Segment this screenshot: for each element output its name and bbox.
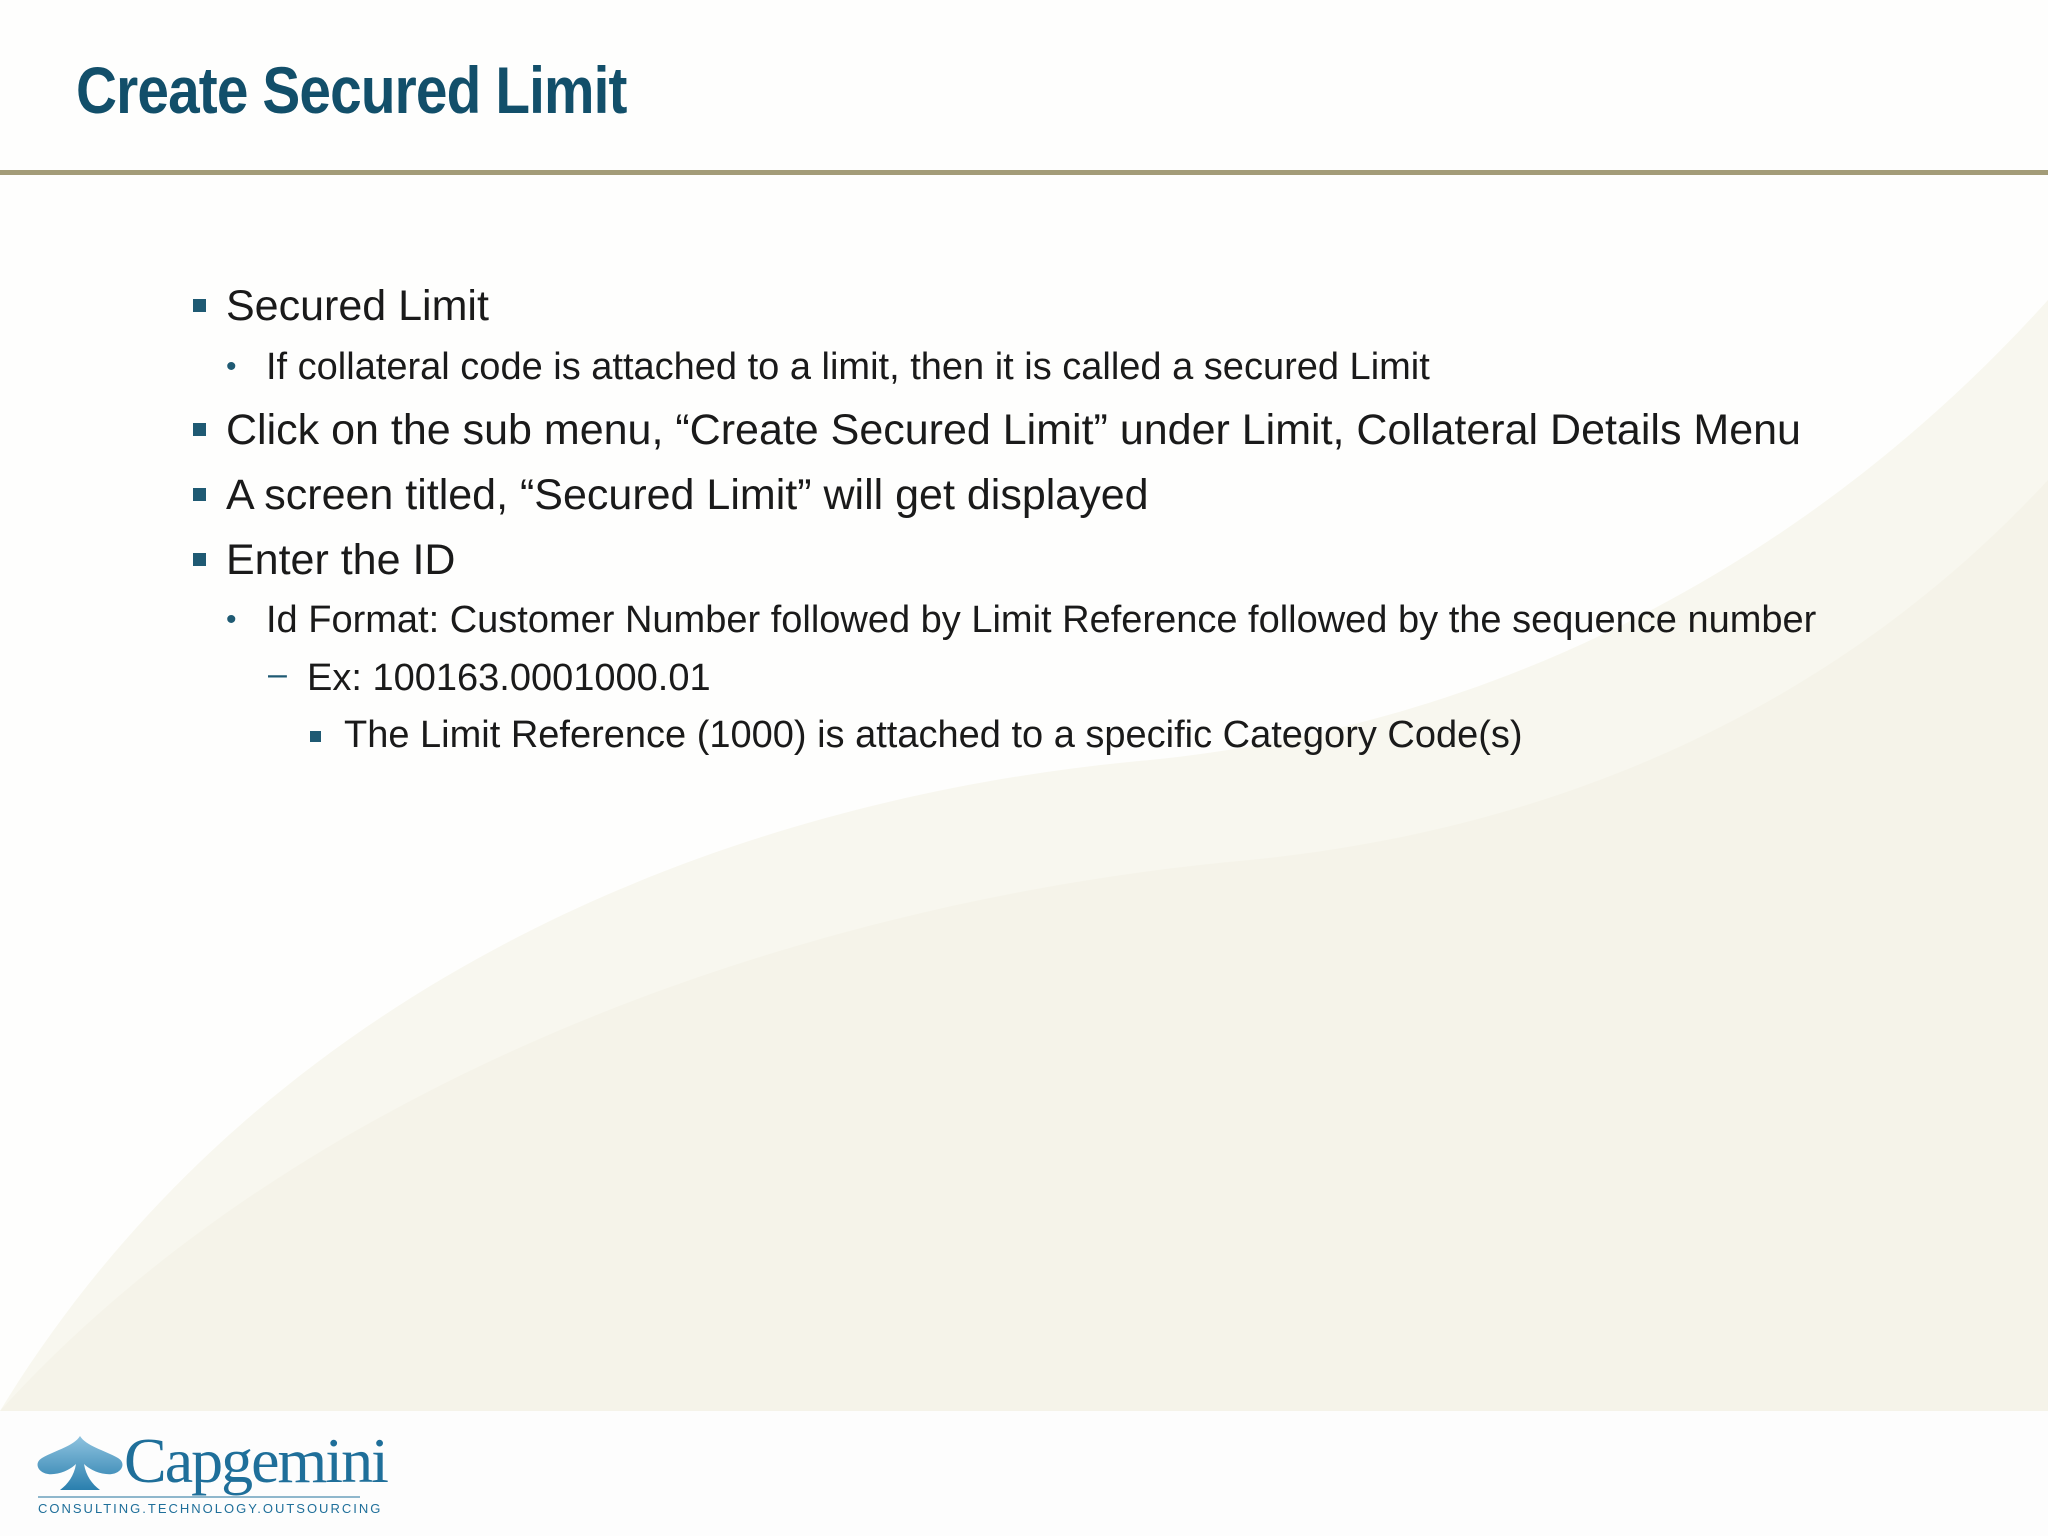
slide-title: Create Secured Limit <box>76 53 627 127</box>
bullet-item: Id Format: Customer Number followed by Limit Reference followed by the sequence number <box>266 599 1817 641</box>
bullet-item: The Limit Reference (1000) is attached to a specific Category Code(s) <box>344 714 1523 756</box>
logo-wordmark: Capgemini <box>124 1425 387 1496</box>
bullet-item: Enter the ID <box>226 536 456 584</box>
dash-bullet-icon: – <box>268 655 287 693</box>
square-bullet-icon <box>193 488 206 501</box>
bullet-item: Ex: 100163.0001000.01 <box>307 657 711 699</box>
logo-tagline: CONSULTING.TECHNOLOGY.OUTSOURCING <box>38 1496 360 1516</box>
spade-logo-icon <box>34 1432 126 1496</box>
bullet-item: If collateral code is attached to a limit, then it is called a secured Limit <box>266 346 1430 388</box>
title-divider <box>0 170 2048 175</box>
square-bullet-icon <box>310 731 321 742</box>
square-bullet-icon <box>193 299 206 312</box>
bullet-item: Click on the sub menu, “Create Secured Limit” under Limit, Collateral Details Menu <box>226 406 1801 454</box>
dot-bullet-icon: • <box>226 603 237 636</box>
square-bullet-icon <box>193 423 206 436</box>
bullet-item: Secured Limit <box>226 282 489 330</box>
bullet-item: A screen titled, “Secured Limit” will get displayed <box>226 471 1149 519</box>
square-bullet-icon <box>193 553 206 566</box>
dot-bullet-icon: • <box>226 350 237 383</box>
capgemini-logo <box>34 1424 387 1524</box>
